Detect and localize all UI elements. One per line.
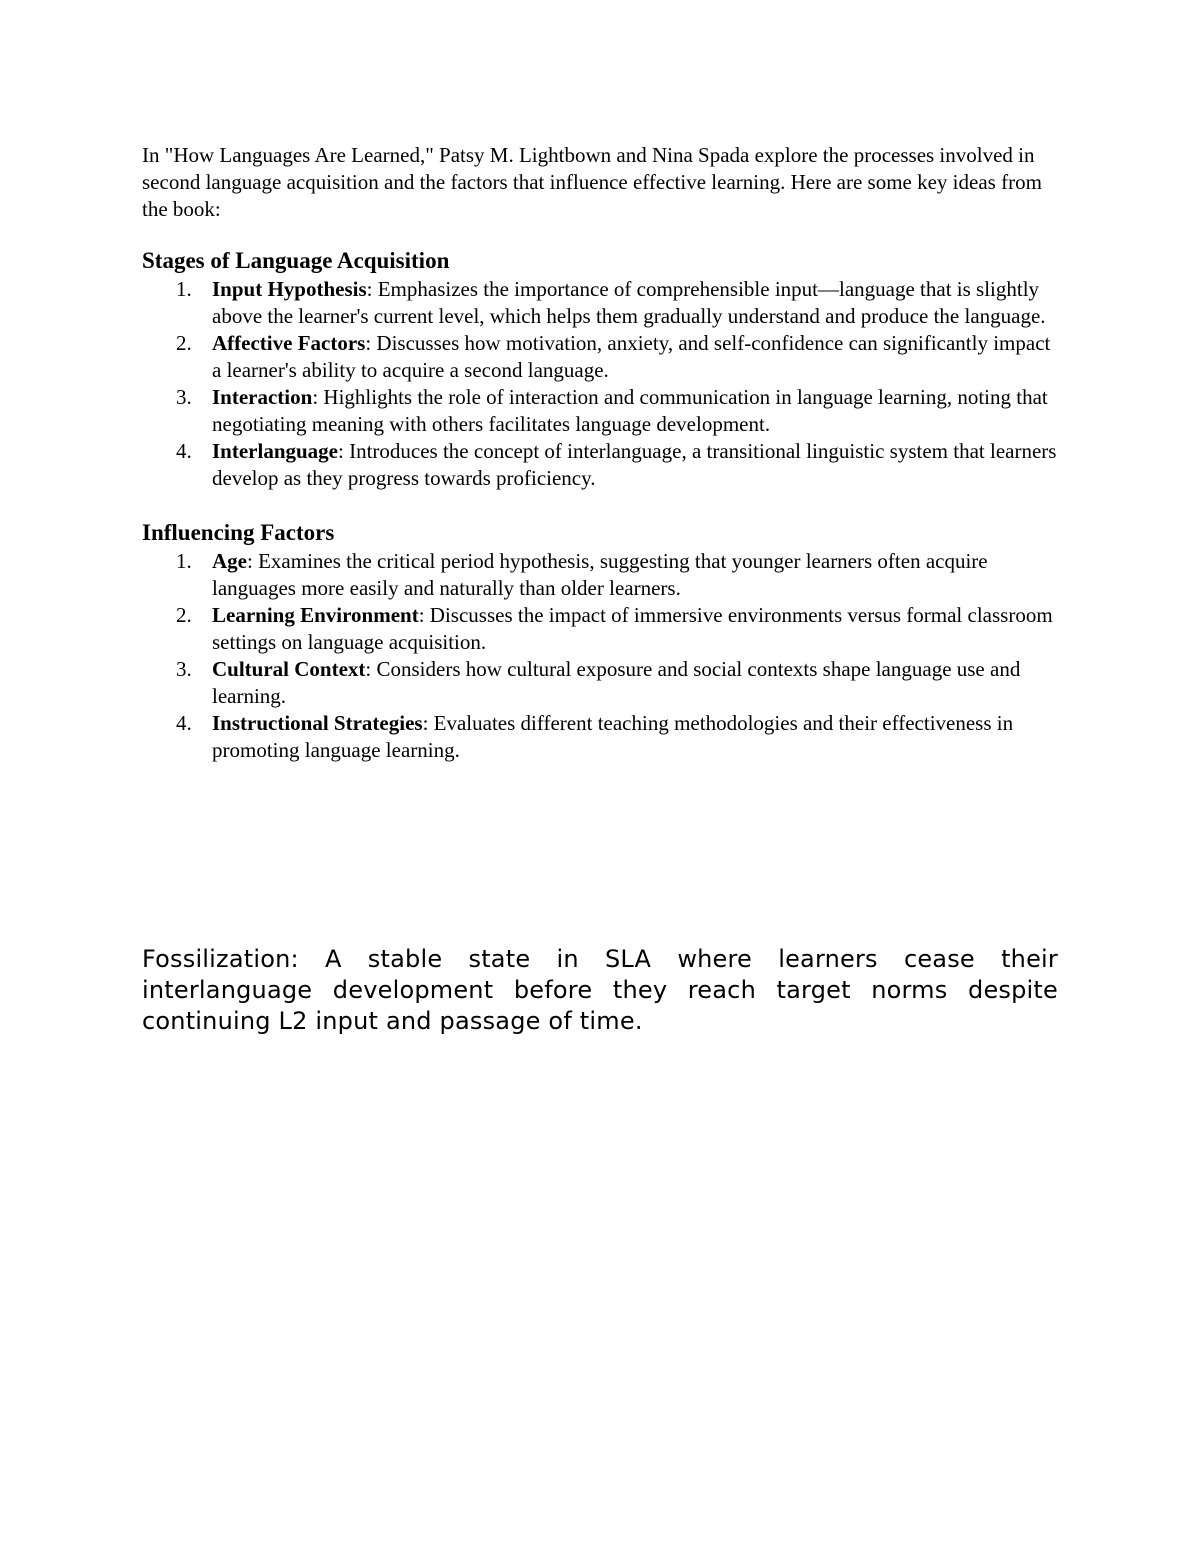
list-item-text: : Discusses how motivation, anxiety, and self-confidence can significantly impact a learner's ability to acquire a second language.	[212, 331, 1051, 382]
list-item	[142, 656, 1062, 710]
stages-heading: Stages of Language Acquisition	[142, 248, 450, 273]
list-item-number: 1.	[176, 549, 192, 573]
list-item-term: Learning Environment	[212, 603, 419, 627]
list-item-text: : Evaluates different teaching methodologies and their effectiveness in promoting language learning.	[212, 711, 1014, 762]
factors-heading: Influencing Factors	[142, 520, 335, 545]
list-item-text: : Examines the critical period hypothesis, suggesting that younger learners often acquire languages more easily and naturally than older learners.	[212, 549, 988, 600]
list-item-term: Input Hypothesis	[212, 277, 367, 301]
list-item-term: Affective Factors	[212, 331, 366, 355]
list-item	[142, 330, 1062, 384]
list-item-term: Cultural Context	[212, 657, 366, 681]
list-item	[142, 602, 1062, 656]
list-item-text: : Discusses the impact of immersive environments versus formal classroom settings on language acquisition.	[212, 603, 1053, 654]
list-item-number: 1.	[176, 277, 192, 301]
fossilization-definition: Fossilization: A stable state in SLA where learners cease their interlanguage development before they reach target norms despite continuing L2 input and passage of time.	[142, 945, 1058, 1035]
list-item-number: 3.	[176, 657, 192, 681]
list-item-term: Age	[212, 549, 247, 573]
list-item-number: 4.	[176, 711, 192, 735]
list-item	[142, 384, 1062, 438]
list-item-term: Interaction	[212, 385, 313, 409]
list-item-number: 3.	[176, 385, 192, 409]
list-item-text: : Introduces the concept of interlanguage, a transitional linguistic system that learners develop as they progress towards proficiency.	[212, 439, 1057, 490]
list-item	[142, 548, 1062, 602]
list-item-number: 2.	[176, 603, 192, 627]
list-item-text: : Emphasizes the importance of comprehensible input—language that is slightly above the learner's current level, which helps them gradually understand and produce the language.	[212, 277, 1046, 328]
list-item	[142, 276, 1062, 330]
factors-list	[142, 548, 1062, 764]
list-item-number: 4.	[176, 439, 192, 463]
list-item	[142, 710, 1062, 764]
document-body	[142, 142, 1062, 764]
list-item-term: Instructional Strategies	[212, 711, 423, 735]
list-item-number: 2.	[176, 331, 192, 355]
stages-list	[142, 276, 1062, 492]
intro-paragraph: In "How Languages Are Learned," Patsy M. Lightbown and Nina Spada explore the processes involved in second language acquisition and the factors that influence effective learning. Here are some key ideas from the book:	[142, 143, 1042, 221]
list-item	[142, 438, 1062, 492]
list-item-text: : Highlights the role of interaction and communication in language learning, noting that negotiating meaning with others facilitates language development.	[212, 385, 1048, 436]
list-item-text: : Considers how cultural exposure and social contexts shape language use and learning.	[212, 657, 1021, 708]
list-item-term: Interlanguage	[212, 439, 338, 463]
